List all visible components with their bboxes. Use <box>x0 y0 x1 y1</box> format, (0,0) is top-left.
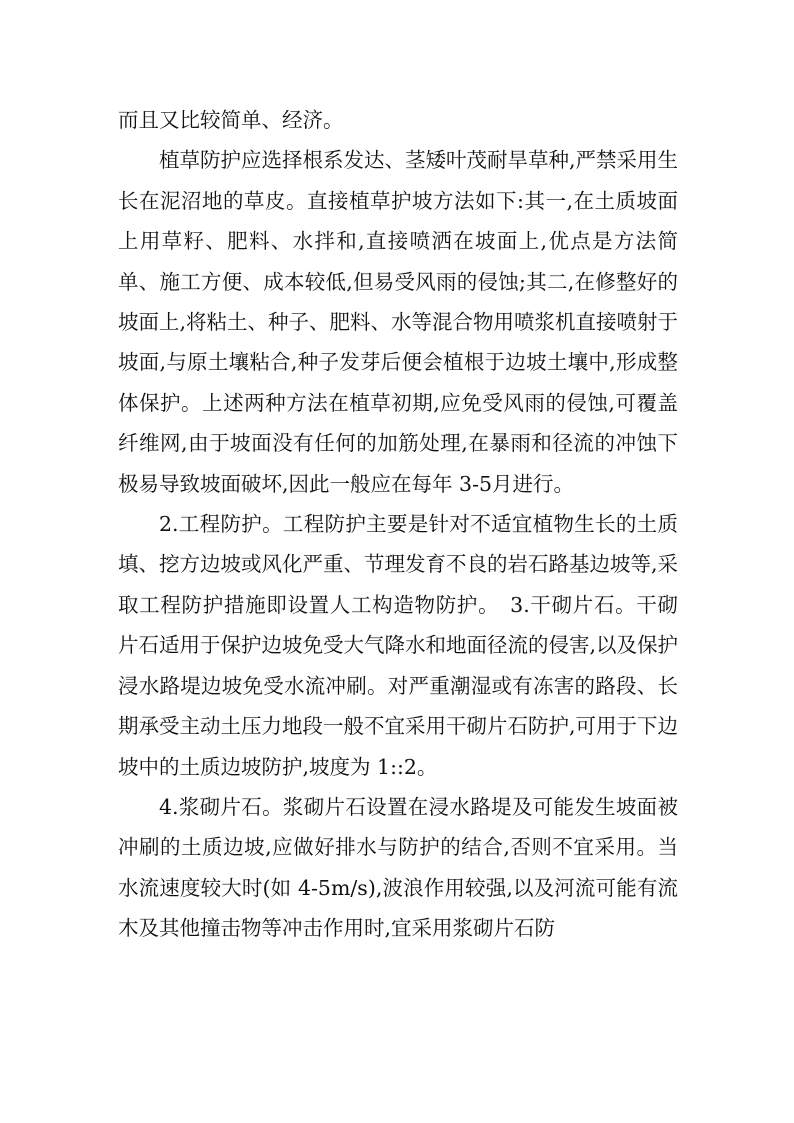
paragraph-continuation: 而且又比较简单、经济。 <box>118 108 344 132</box>
paragraph-grass-protection: 植草防护应选择根系发达、茎矮叶茂耐旱草种,严禁采用生长在泥沼地的草皮。直接植草护坡方法如下:其一,在土质坡面上用草籽、肥料、水拌和,直接喷洒在坡面上,优点是方法简单、施工方便、成本较低,但易受风雨的侵蚀;其二,在修整好的坡面上,将粘土、种子、肥料、水等混合物用喷浆机直接喷射于坡面,与原土壤粘合,种子发芽后便会植根于边坡土壤中,形成整体保护。上述两种方法在植草初期,应免受风雨的侵蚀,可覆盖纤维网,由于坡面没有任何的加筋处理,在暴雨和径流的冲蚀下极易导致坡面破坏,因此一般应在每年 3-5月进行。 <box>118 148 679 496</box>
paragraph-engineering-protection: 2.工程防护。工程防护主要是针对不适宜植物生长的土质填、挖方边坡或风化严重、节理发育不良的岩石路基边坡等,采取工程防护措施即设置人工构造物防护。 3.干砌片石。干砌片石适用于保护边坡免受大气降水和地面径流的侵害,以及保护浸水路堤边坡免受水流冲刷。对严重潮湿或有冻害的路段、长期承受主动土压力地段一般不宜采用干砌片石防护,可用于下边坡中的土质边坡防护,坡度为 1::2。 <box>118 512 679 779</box>
body-text <box>118 100 678 949</box>
paragraph-mortar-rubble: 4.浆砌片石。浆砌片石设置在浸水路堤及可能发生坡面被冲刷的土质边坡,应做好排水与防护的结合,否则不宜采用。当水流速度较大时(如 4-5m/s),波浪作用较强,以及河流可能有流木及其他撞击物等冲击作用时,宜采用浆砌片石防 <box>118 794 678 941</box>
